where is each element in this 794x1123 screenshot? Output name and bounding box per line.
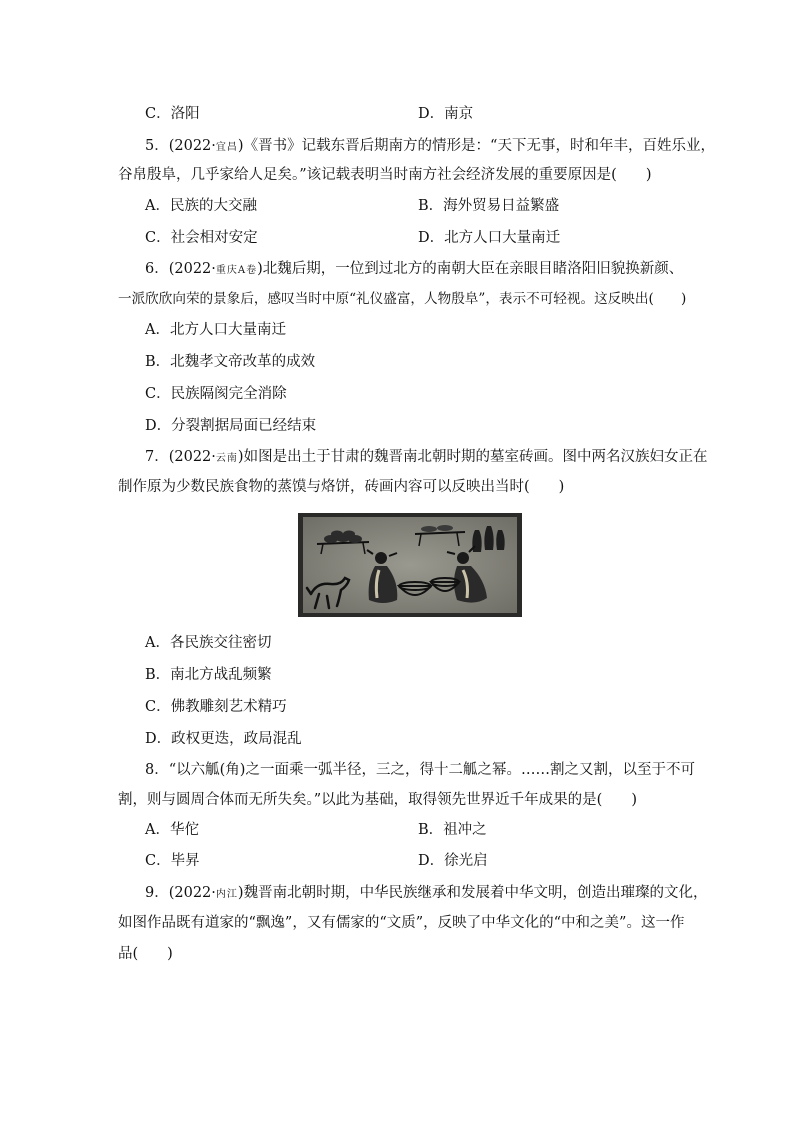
q5-stem-line2: 谷帛殷阜，几乎家给人足矣。”该记载表明当时南方社会经济发展的重要原因是( ) [118, 167, 652, 183]
q5-option-a: A．民族的大交融 [145, 198, 257, 214]
q9-number: 9．(2022· [145, 885, 216, 901]
q4-option-d: D．南京 [418, 106, 474, 122]
q6-option-a: A．北方人口大量南迁 [145, 322, 286, 338]
q8-option-a: A．华佗 [145, 822, 199, 838]
tomb-brick-painting-image [297, 512, 523, 618]
q7-stem-text: )如图是出土于甘肃的魏晋南北朝时期的墓室砖画。图中两名汉族妇女正在 [237, 449, 708, 465]
q5-option-c: C．社会相对安定 [145, 230, 258, 246]
q9-stem-line3: 品( ) [118, 946, 173, 962]
q5-number: 5．(2022· [145, 138, 216, 154]
q6-number: 6．(2022· [145, 261, 216, 277]
q6-option-b: B．北魏孝文帝改革的成效 [145, 354, 316, 370]
q6-source: 重庆A卷 [215, 265, 258, 276]
q7-stem-line1 [145, 447, 708, 469]
q6-option-c: C．民族隔阂完全消除 [145, 386, 287, 402]
q9-stem-line2: 如图作品既有道家的“飘逸”，又有儒家的“文质”，反映了中华文化的“中和之美”。这一作 [118, 915, 685, 931]
q5-stem-text: )《晋书》记载东晋后期南方的情形是：“天下无事，时和年丰，百姓乐业， [237, 138, 715, 154]
q6-option-d: D．分裂割据局面已经结束 [145, 418, 317, 434]
q5-source: 宜昌 [215, 142, 238, 153]
q4-option-c: C．洛阳 [145, 106, 200, 122]
q5-option-b: B．海外贸易日益繁盛 [418, 198, 560, 214]
q8-option-d: D．徐光启 [418, 853, 488, 869]
q7-option-b: B．南北方战乱频繁 [145, 667, 272, 683]
q6-stem-text: )北魏后期，一位到过北方的南朝大臣在亲眼目睹洛阳旧貌换新颜、 [257, 261, 684, 277]
q9-stem-line1 [145, 883, 708, 905]
q6-stem-line1 [145, 259, 683, 281]
q8-option-c: C．毕昇 [145, 853, 200, 869]
q8-stem-line1: 8．“以六觚(角)之一面乘一弧半径，三之，得十二觚之幂。……割之又割，以至于不可 [145, 762, 695, 778]
q7-stem-line2: 制作原为少数民族食物的蒸馍与烙饼，砖画内容可以反映出当时( ) [118, 479, 565, 495]
q8-stem-line2: 割，则与圆周合体而无所失矣。”以此为基础，取得领先世界近千年成果的是( ) [118, 792, 637, 808]
q9-source: 内江 [215, 889, 238, 900]
q7-option-d: D．政权更迭，政局混乱 [145, 731, 302, 747]
q7-number: 7．(2022· [145, 449, 216, 465]
q7-source: 云南 [215, 453, 238, 464]
q6-stem-line2: 一派欣欣向荣的景象后，感叹当时中原“礼仪盛富，人物殷阜”，表示不可轻视。这反映出( ) [118, 291, 687, 307]
q9-stem-text: )魏晋南北朝时期，中华民族继承和发展着中华文明，创造出璀璨的文化， [237, 885, 708, 901]
q7-option-a: A．各民族交往密切 [145, 635, 272, 651]
q5-option-d: D．北方人口大量南迁 [418, 230, 561, 246]
q7-option-c: C．佛教雕刻艺术精巧 [145, 699, 287, 715]
q8-option-b: B．祖冲之 [418, 822, 487, 838]
q5-stem-line1 [145, 136, 715, 158]
